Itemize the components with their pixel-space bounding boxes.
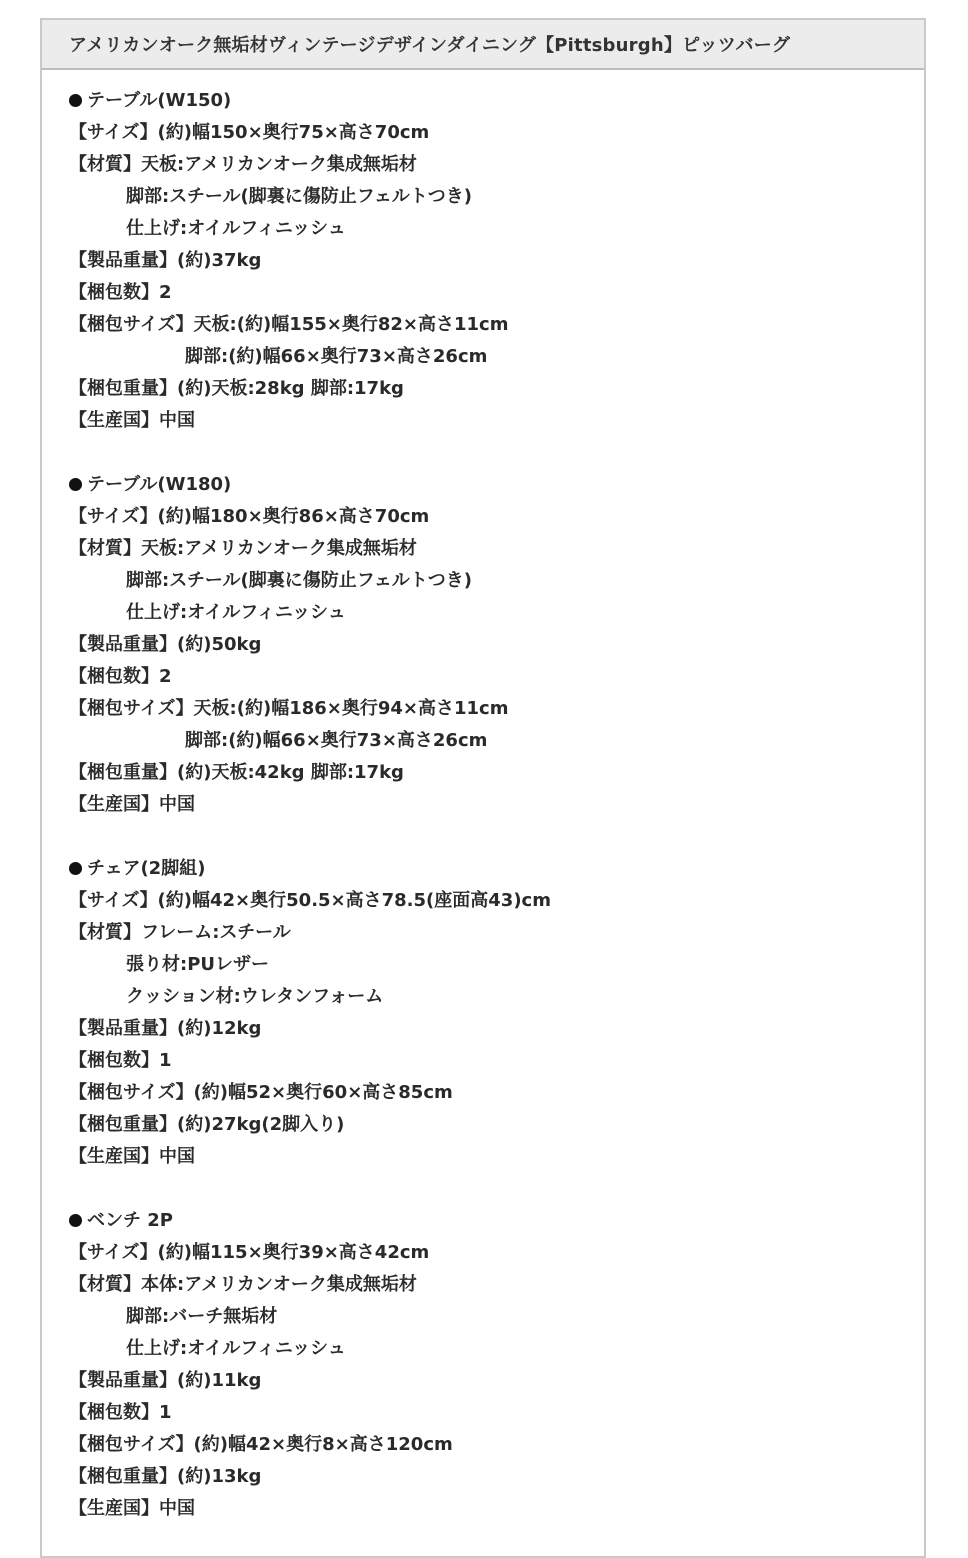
section-title-text: テーブル(W180) (87, 474, 232, 495)
spec-line: 脚部:バーチ無垢材 (126, 1306, 278, 1327)
bullet-icon (69, 94, 82, 107)
spec-line: 【材質】天板:アメリカンオーク集成無垢材 (69, 154, 417, 175)
bullet-icon (69, 1214, 82, 1227)
spec-line: 【生産国】中国 (69, 410, 195, 431)
spec-line: 【梱包サイズ】(約)幅42×奥行8×高さ120cm (69, 1434, 453, 1455)
section-title (69, 469, 924, 501)
spec-line: 【生産国】中国 (69, 794, 195, 815)
spec-line: 【梱包重量】(約)13kg (69, 1466, 262, 1487)
spec-header (42, 20, 924, 70)
spec-section (69, 853, 924, 1173)
spec-line: 【梱包重量】(約)27kg(2脚入り) (69, 1114, 345, 1135)
section-title (69, 853, 924, 885)
spec-line: 【サイズ】(約)幅42×奥行50.5×高さ78.5(座面高43)cm (69, 890, 551, 911)
spec-line: 【梱包数】1 (69, 1050, 172, 1071)
section-title (69, 85, 924, 117)
spec-section (69, 85, 924, 437)
spec-line: 脚部:(約)幅66×奥行73×高さ26cm (185, 346, 488, 367)
spec-line: 脚部:スチール(脚裏に傷防止フェルトつき) (126, 186, 473, 207)
spec-line: 【梱包数】2 (69, 666, 172, 687)
spec-line: 【製品重量】(約)50kg (69, 634, 262, 655)
spec-section (69, 1205, 924, 1525)
spec-line: 【梱包サイズ】天板:(約)幅186×奥行94×高さ11cm (69, 698, 509, 719)
spec-line: 【材質】本体:アメリカンオーク集成無垢材 (69, 1274, 417, 1295)
spec-line: 【梱包サイズ】天板:(約)幅155×奥行82×高さ11cm (69, 314, 509, 335)
spec-line: 脚部:スチール(脚裏に傷防止フェルトつき) (126, 570, 473, 591)
section-title-text: テーブル(W150) (87, 90, 232, 111)
spec-content (42, 70, 924, 1525)
spec-line: 【生産国】中国 (69, 1498, 195, 1519)
spec-line: 張り材:PUレザー (126, 954, 270, 975)
spec-line: 【製品重量】(約)12kg (69, 1018, 262, 1039)
spec-line: 【サイズ】(約)幅180×奥行86×高さ70cm (69, 506, 430, 527)
bullet-icon (69, 478, 82, 491)
spec-line: クッション材:ウレタンフォーム (126, 986, 384, 1007)
spec-line: 【サイズ】(約)幅150×奥行75×高さ70cm (69, 122, 430, 143)
page-title: アメリカンオーク無垢材ヴィンテージデザインダイニング【Pittsburgh】ピッツバーグ (69, 35, 791, 56)
spec-section (69, 469, 924, 821)
spec-panel (40, 18, 926, 1558)
spec-line: 【梱包数】2 (69, 282, 172, 303)
spec-line: 【梱包重量】(約)天板:28kg 脚部:17kg (69, 378, 404, 399)
spec-line: 【製品重量】(約)11kg (69, 1370, 262, 1391)
spec-line: 【生産国】中国 (69, 1146, 195, 1167)
spec-line: 脚部:(約)幅66×奥行73×高さ26cm (185, 730, 488, 751)
spec-line: 【梱包数】1 (69, 1402, 172, 1423)
spec-line: 【サイズ】(約)幅115×奥行39×高さ42cm (69, 1242, 430, 1263)
spec-line: 仕上げ:オイルフィニッシュ (126, 218, 346, 239)
spec-line: 仕上げ:オイルフィニッシュ (126, 1338, 346, 1359)
spec-line: 【梱包重量】(約)天板:42kg 脚部:17kg (69, 762, 404, 783)
spec-line: 仕上げ:オイルフィニッシュ (126, 602, 346, 623)
section-title-text: ベンチ 2P (87, 1210, 173, 1231)
spec-line: 【製品重量】(約)37kg (69, 250, 262, 271)
spec-line: 【梱包サイズ】(約)幅52×奥行60×高さ85cm (69, 1082, 453, 1103)
spec-line: 【材質】フレーム:スチール (69, 922, 291, 943)
bullet-icon (69, 862, 82, 875)
section-title (69, 1205, 924, 1237)
spec-line: 【材質】天板:アメリカンオーク集成無垢材 (69, 538, 417, 559)
section-title-text: チェア(2脚組) (87, 858, 206, 879)
